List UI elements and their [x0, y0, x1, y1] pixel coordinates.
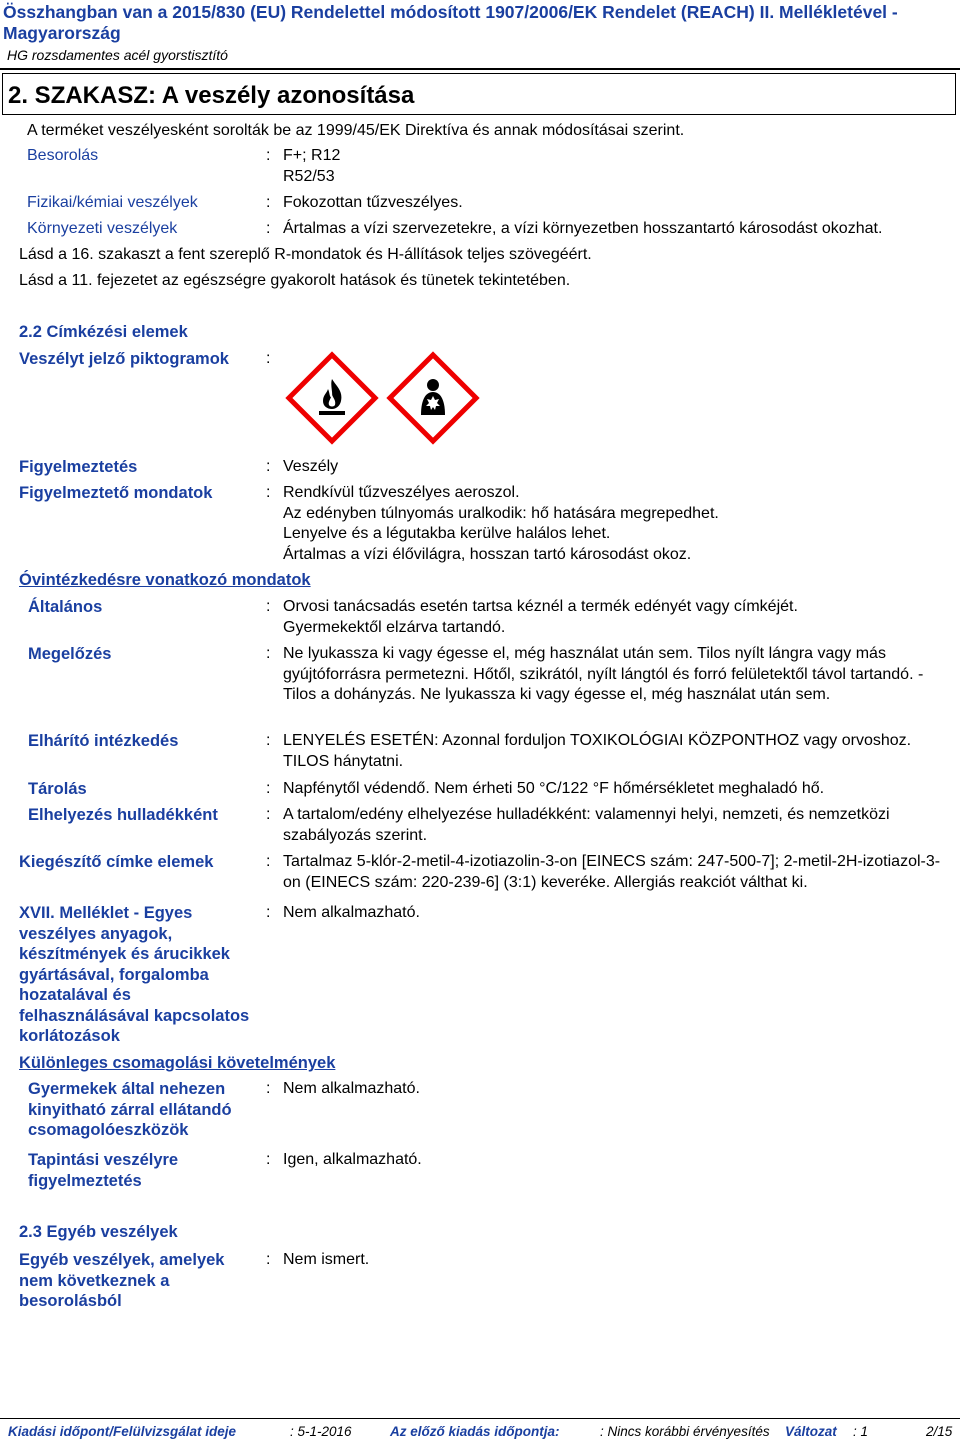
supplementary-label-elements-label: Kiegészítő címke elemek	[19, 853, 214, 871]
physical-hazards-value: Fokozottan tűzveszélyes.	[283, 194, 463, 211]
classification-intro: A terméket veszélyesként sorolták be az 1999/45/EK Direktíva és annak módosításai szerint.	[27, 122, 685, 139]
annex-xvii-value: Nem alkalmazható.	[283, 904, 420, 921]
supplementary-label-elements-value: Tartalmaz 5-klór-2-metil-4-izotiazolin-3-on [EINECS szám: 247-500-7]; 2-metil-2H-izotiazol-3-on (EINECS szám: 220-239-6] (3:1) keveréke. Allergiás reakciót válthat ki.	[283, 853, 941, 891]
classification-value: F+; R12 R52/53	[283, 147, 341, 185]
issue-date-label: Kiadási időpont/Felülvizsgálat ideje	[8, 1424, 237, 1439]
colon-separator: :	[266, 147, 271, 164]
hazard-statement: Rendkívül tűzveszélyes aeroszol.	[283, 484, 520, 501]
other-hazards-label: Egyéb veszélyek, amelyek nem következnek a besorolásból	[19, 1251, 225, 1310]
tactile-warning-value: Igen, alkalmazható.	[283, 1151, 422, 1168]
environmental-hazards-value: Ártalmas a vízi szervezetekre, a vízi környezetben hosszantartó károsodást okozhat.	[283, 220, 883, 237]
pictograms-label: Veszélyt jelző piktogramok	[19, 350, 229, 368]
health-hazard-icon	[400, 365, 466, 431]
product-name: HG rozsdamentes acél gyorstisztító	[7, 47, 228, 63]
precaution-storage-value: Napfénytől védendő. Nem érheti 50 °C/122 °F hőmérsékletet meghaladó hő.	[283, 780, 825, 797]
precaution-storage-label: Tárolás	[28, 780, 87, 798]
previous-issue-label: Az előző kiadás időpontja:	[390, 1424, 560, 1439]
child-resistant-value: Nem alkalmazható.	[283, 1080, 420, 1097]
tactile-warning-label: Tapintási veszélyre figyelmeztetés	[28, 1151, 179, 1190]
labelling-section-title: 2.2 Címkézési elemek	[19, 323, 188, 341]
colon-separator: :	[266, 350, 271, 367]
classification-label: Besorolás	[27, 147, 99, 164]
signal-word-value: Veszély	[283, 458, 339, 475]
precaution-disposal-value: A tartalom/edény elhelyezése hulladékként: valamennyi helyi, nemzeti, és nemzetközi szabályozás szerint.	[283, 806, 890, 844]
annex-xvii-label: XVII. Melléklet - Egyes veszélyes anyagok, készítmények és árucikkek gyártásával, forgalomba hozatalával és felhasználásával kapcsolatos korlátozások	[19, 904, 250, 1045]
child-resistant-label: Gyermekek által nehezen kinyitható zárral ellátandó csomagolóeszközök	[28, 1080, 232, 1139]
page-number: 2/15	[926, 1424, 953, 1439]
precaution-disposal-label: Elhelyezés hulladékként	[28, 806, 218, 824]
colon-separator: :	[266, 853, 271, 870]
colon-separator: :	[266, 220, 271, 237]
other-hazards-section-title: 2.3 Egyéb veszélyek	[19, 1223, 178, 1241]
see-section-11-note: Lásd a 11. fejezetet az egészségre gyakorolt hatások és tünetek tekintetében.	[19, 272, 571, 289]
precaution-response-value: LENYELÉS ESETÉN: Azonnal forduljon TOXIKOLÓGIAI KÖZPONTHOZ vagy orvoshoz. TILOS hánytatni.	[283, 732, 912, 770]
colon-separator: :	[266, 194, 271, 211]
hazard-statement: Az edényben túlnyomás uralkodik: hő hatására megrepedhet.	[283, 505, 719, 522]
page-footer	[0, 1424, 960, 1444]
colon-separator: :	[266, 1151, 271, 1168]
colon-separator: :	[266, 732, 271, 749]
issue-date-value: : 5-1-2016	[290, 1424, 352, 1439]
flame-icon	[299, 365, 365, 431]
hazard-statement: Ártalmas a vízi élővilágra, hosszan tartó károsodást okoz.	[283, 546, 692, 563]
see-section-16-note: Lásd a 16. szakaszt a fent szereplő R-mondatok és H-állítások teljes szövegéért.	[19, 246, 592, 263]
colon-separator: :	[266, 598, 271, 615]
colon-separator: :	[266, 1080, 271, 1097]
precaution-prevention-value: Ne lyukassza ki vagy égesse el, még használat után sem. Tilos nyílt lángra vagy más gyújtóforrásra permetezni. Hőtől, szikrától, nyílt lángtól és forró felületektől távol tartandó. - Tilos a dohányzás. Ne lyukassza ki vagy égesse el, még használat után sem.	[283, 645, 924, 703]
colon-separator: :	[266, 904, 271, 921]
colon-separator: :	[266, 780, 271, 797]
precaution-prevention-label: Megelőzés	[28, 645, 112, 663]
precautionary-statements-heading: Óvintézkedésre vonatkozó mondatok	[19, 571, 311, 589]
previous-issue-value: : Nincs korábbi érvényesítés	[600, 1424, 770, 1439]
precaution-general-value: Orvosi tanácsadás esetén tartsa kéznél a termék edényét vagy címkéjét. Gyermekektől elzárva tartandó.	[283, 598, 798, 636]
colon-separator: :	[266, 645, 271, 662]
version-value: : 1	[853, 1424, 869, 1439]
footer-divider	[0, 1418, 960, 1419]
other-hazards-value: Nem ismert.	[283, 1251, 370, 1268]
precaution-response-label: Elhárító intézkedés	[28, 732, 179, 750]
version-label: Változat	[785, 1424, 837, 1439]
header-divider	[0, 68, 960, 70]
signal-word-label: Figyelmeztetés	[19, 458, 138, 476]
section-title: 2. SZAKASZ: A veszély azonosítása	[8, 82, 415, 109]
hazard-statement: Lenyelve és a légutakba kerülve halálos lehet.	[283, 525, 611, 542]
colon-separator: :	[266, 458, 271, 475]
document-header-title: Összhangban van a 2015/830 (EU) Rendelettel módosított 1907/2006/EK Rendelet (REACH) II. Mellékletével - Magyarország	[3, 2, 898, 43]
hazard-statements-label: Figyelmeztető mondatok	[19, 484, 213, 502]
colon-separator: :	[266, 484, 271, 501]
environmental-hazards-label: Környezeti veszélyek	[27, 220, 178, 237]
colon-separator: :	[266, 1251, 271, 1268]
precaution-general-label: Általános	[28, 598, 103, 616]
physical-hazards-label: Fizikai/kémiai veszélyek	[27, 194, 198, 211]
colon-separator: :	[266, 806, 271, 823]
packaging-requirements-heading: Különleges csomagolási követelmények	[19, 1054, 336, 1072]
